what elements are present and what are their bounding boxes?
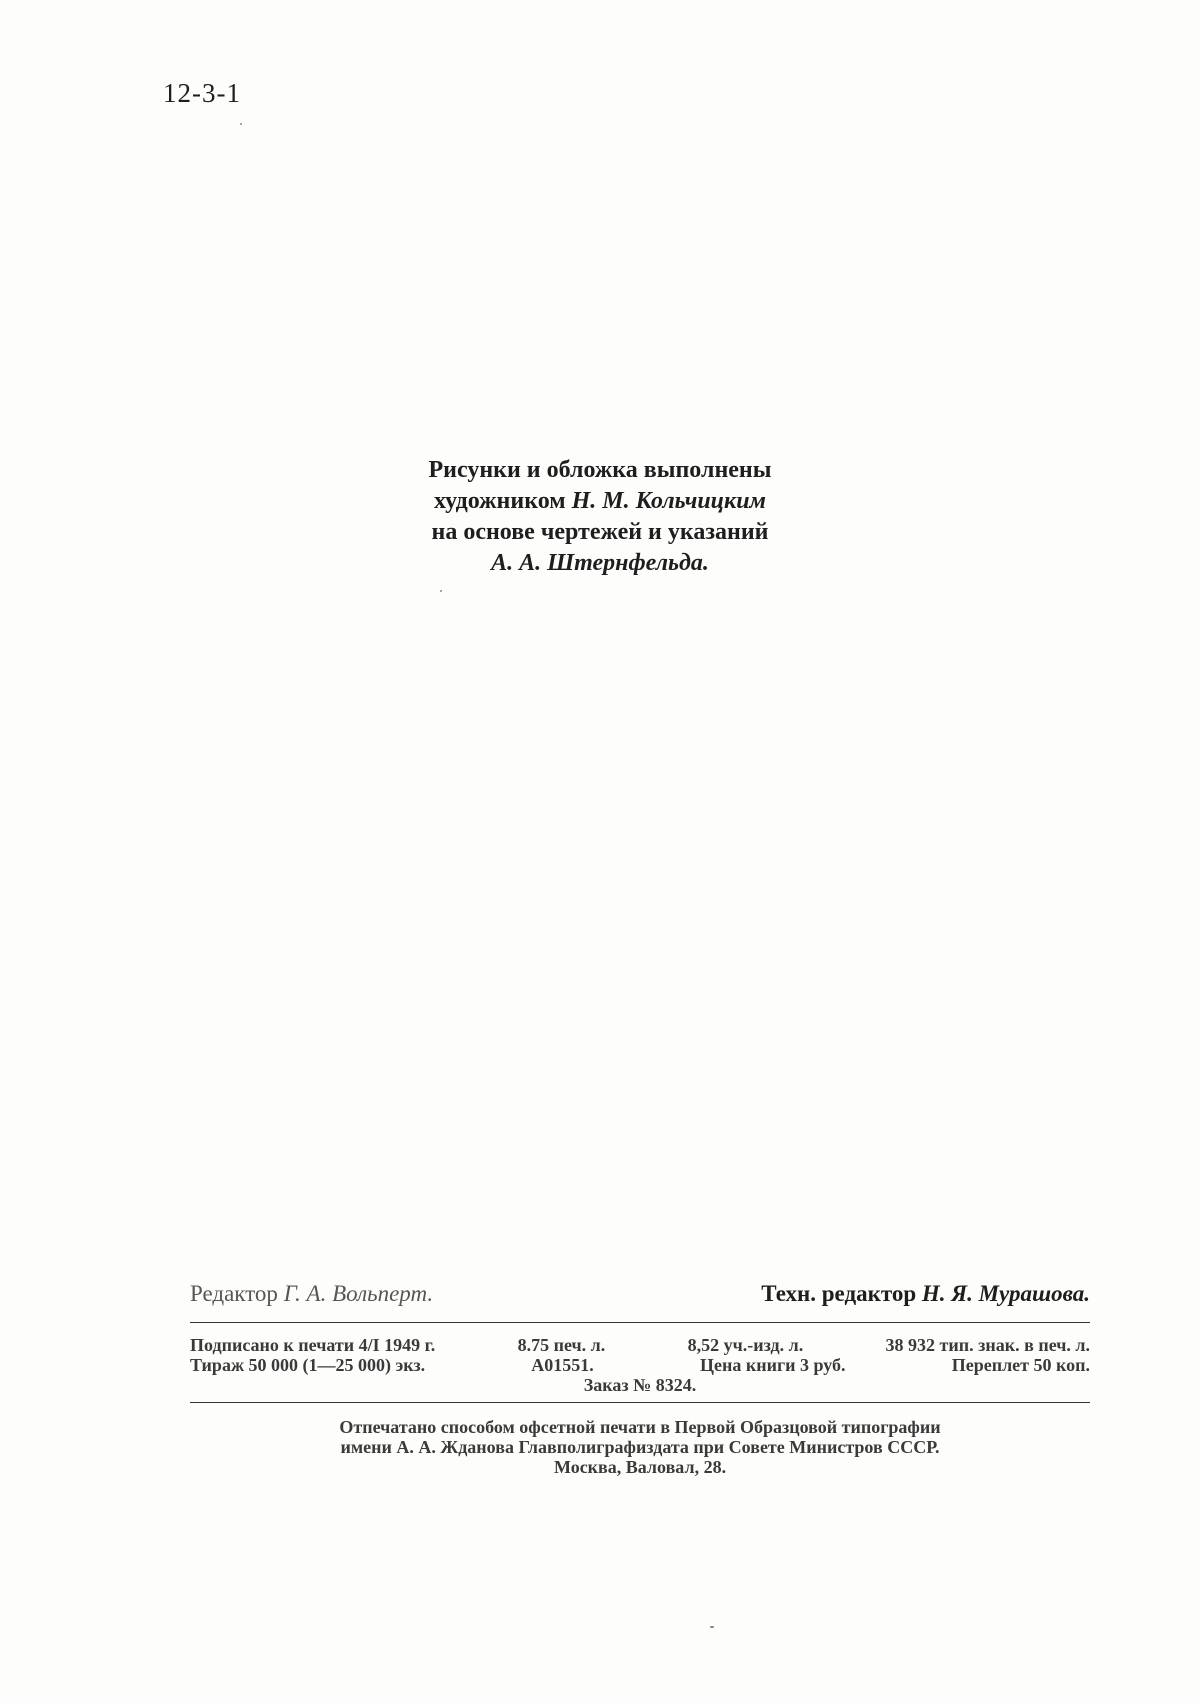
credits-line-3: на основе чертежей и указаний [431,519,769,545]
print-speck [240,123,242,125]
typography-imprint [190,1417,1090,1477]
tech-editor-name: Н. Я. Мурашова. [921,1281,1090,1306]
artist-name: Н. М. Кольчицким [571,488,766,514]
credits-line-2-prefix: художником [434,488,572,514]
editor-label: Редактор [190,1281,284,1306]
divider-top [190,1322,1090,1323]
print-info [190,1335,1090,1395]
print-run: Тираж 50 000 (1—25 000) экз. [190,1355,426,1375]
print-sheets: 8.75 печ. л. [517,1335,606,1355]
editor-name: Г. А. Вольперт. [283,1281,434,1306]
tech-editor [761,1281,1090,1307]
editors-line [190,1281,1090,1311]
chars-per-sheet: 38 932 тип. знак. в печ. л. [885,1335,1090,1355]
license-code: А01551. [531,1355,594,1375]
print-info-row-2 [190,1355,1090,1375]
order-number: Заказ № 8324. [583,1375,697,1395]
tech-editor-label: Техн. редактор [761,1281,922,1306]
editor [190,1281,433,1307]
typography-line-1: Отпечатано способом офсетной печати в Первой Образцовой типографии [339,1417,941,1437]
credits-line-1: Рисунки и обложка выполнены [428,457,772,483]
divider-bottom [190,1402,1090,1403]
print-speck [710,1626,714,1628]
page-code: 12-3-1 [163,78,241,108]
illustration-credits [300,455,900,579]
binding-price: Переплет 50 коп. [951,1355,1090,1375]
credits-line-4 [300,548,900,579]
signed-date: Подписано к печати 4/I 1949 г. [190,1335,436,1355]
print-info-row-1 [190,1335,1090,1355]
print-speck [440,590,442,592]
consultant-name: А. А. Штернфельда. [491,550,709,576]
credits-line-2 [300,486,900,517]
typography-line-2: имени А. А. Жданова Главполиграфиздата при Совете Министров СССР. [340,1437,940,1457]
typography-line-3: Москва, Валовал, 28. [553,1457,727,1477]
publisher-sheets: 8,52 уч.-изд. л. [687,1335,804,1355]
book-price: Цена книги 3 руб. [699,1355,846,1375]
